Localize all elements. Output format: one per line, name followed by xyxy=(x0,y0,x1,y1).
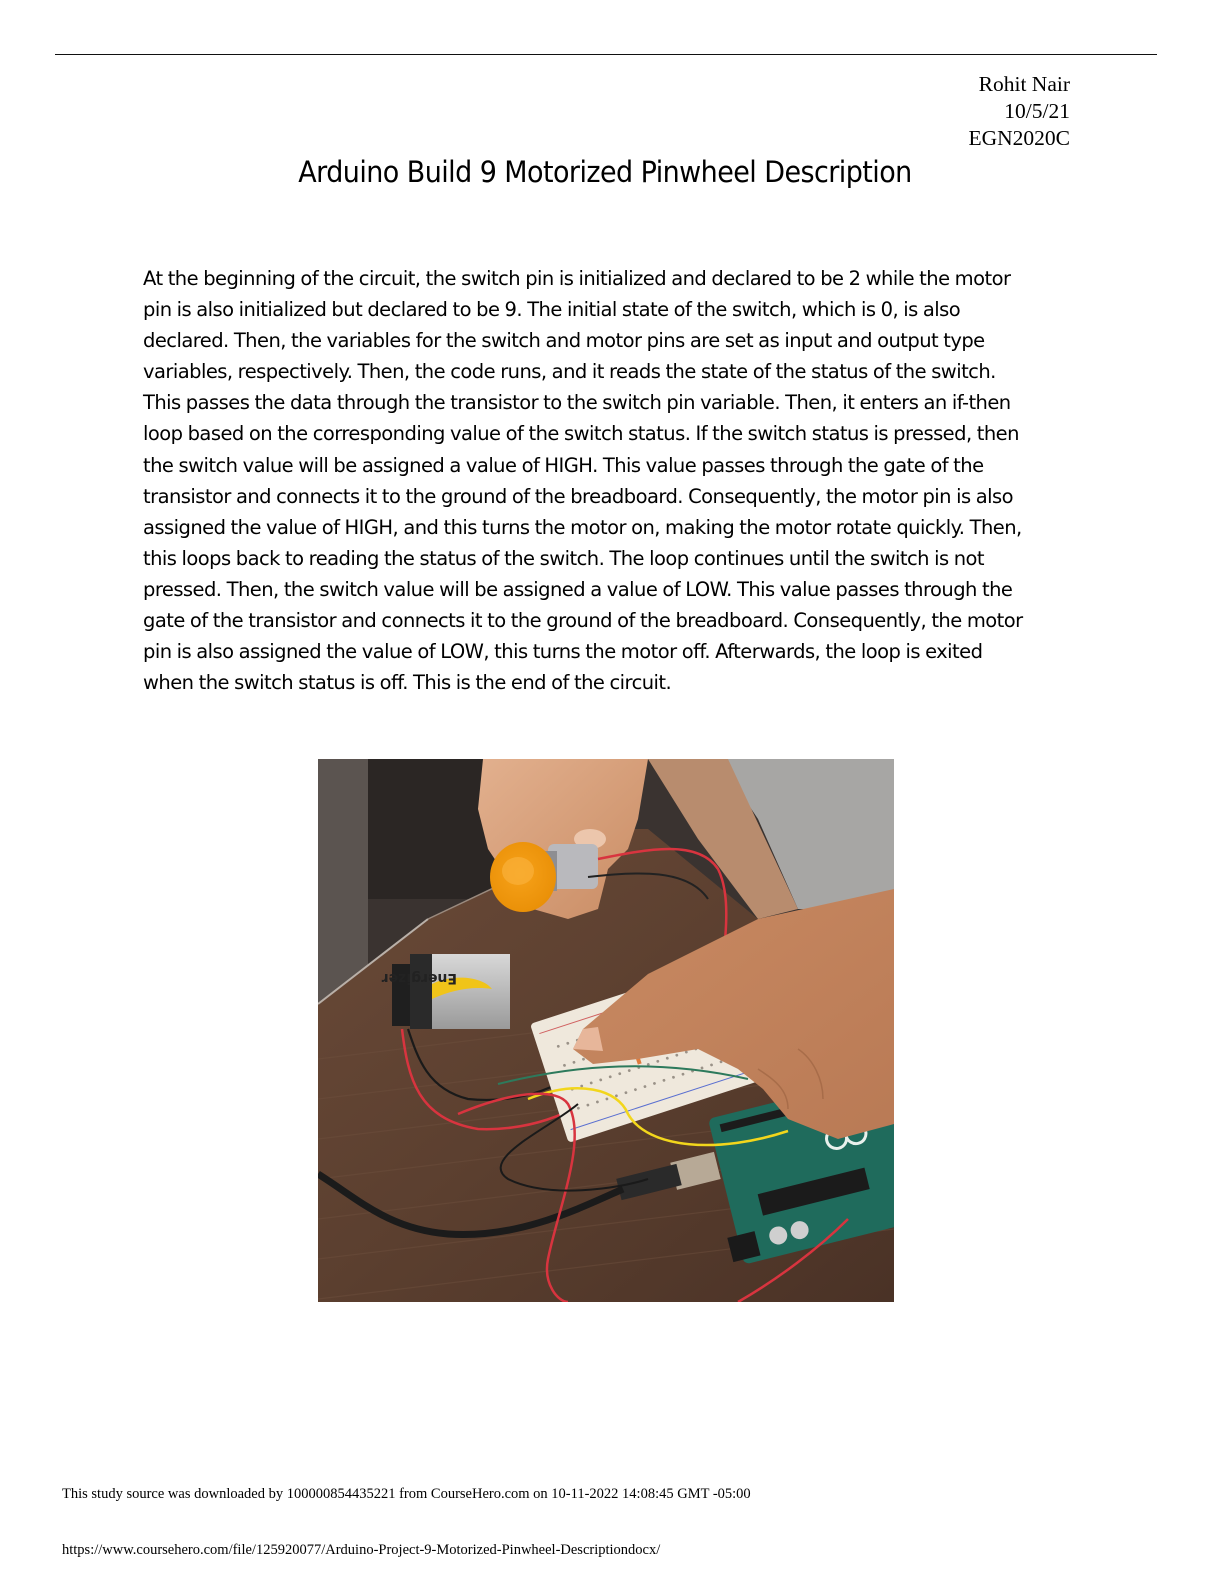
body-line: loop based on the corresponding value of the switch status. If the switch status is pressed, then xyxy=(143,422,1019,446)
download-notice: This study source was downloaded by 100000854435221 from CourseHero.com on 10-11-2022 14:08:45 GMT -05:00 xyxy=(62,1486,751,1502)
body-line: gate of the transistor and connects it to the ground of the breadboard. Consequently, the motor xyxy=(143,609,1023,633)
document-date: 10/5/21 xyxy=(1004,99,1070,123)
circuit-photo xyxy=(318,759,894,1302)
battery-label: Energizer xyxy=(381,970,457,986)
body-line: transistor and connects it to the ground of the breadboard. Consequently, the motor pin is also xyxy=(143,484,1014,508)
body-line: when the switch status is off. This is the end of the circuit. xyxy=(143,671,672,695)
author-block xyxy=(968,71,1070,152)
circuit-photo-illustration xyxy=(318,759,894,1302)
source-url[interactable]: https://www.coursehero.com/file/125920077/Arduino-Project-9-Motorized-Pinwheel-Descriptiondocx/ xyxy=(62,1542,661,1558)
body-line: variables, respectively. Then, the code runs, and it reads the state of the status of the switch. xyxy=(143,360,996,384)
body-line: assigned the value of HIGH, and this turns the motor on, making the motor rotate quickly. Then, xyxy=(143,515,1022,539)
body-line: This passes the data through the transistor to the switch pin variable. Then, it enters an if-then xyxy=(143,391,1011,415)
page-title: Arduino Build 9 Motorized Pinwheel Description xyxy=(298,155,912,189)
body-line: pin is also assigned the value of LOW, this turns the motor off. Afterwards, the loop is exited xyxy=(143,640,983,664)
body-line: pressed. Then, the switch value will be assigned a value of LOW. This value passes through the xyxy=(143,577,1013,601)
body-line: At the beginning of the circuit, the switch pin is initialized and declared to be 2 while the motor xyxy=(143,267,1011,290)
body-line: this loops back to reading the status of the switch. The loop continues until the switch is not xyxy=(143,546,985,570)
body-line: declared. Then, the variables for the switch and motor pins are set as input and output type xyxy=(143,329,985,353)
author-name: Rohit Nair xyxy=(978,72,1070,96)
course-code: EGN2020C xyxy=(968,126,1070,150)
header-rule xyxy=(55,54,1157,55)
body-line: pin is also initialized but declared to be 9. The initial state of the switch, which is 0, is also xyxy=(143,298,961,322)
body-line: the switch value will be assigned a value of HIGH. This value passes through the gate of the xyxy=(143,453,984,477)
body-paragraph xyxy=(143,263,1078,698)
